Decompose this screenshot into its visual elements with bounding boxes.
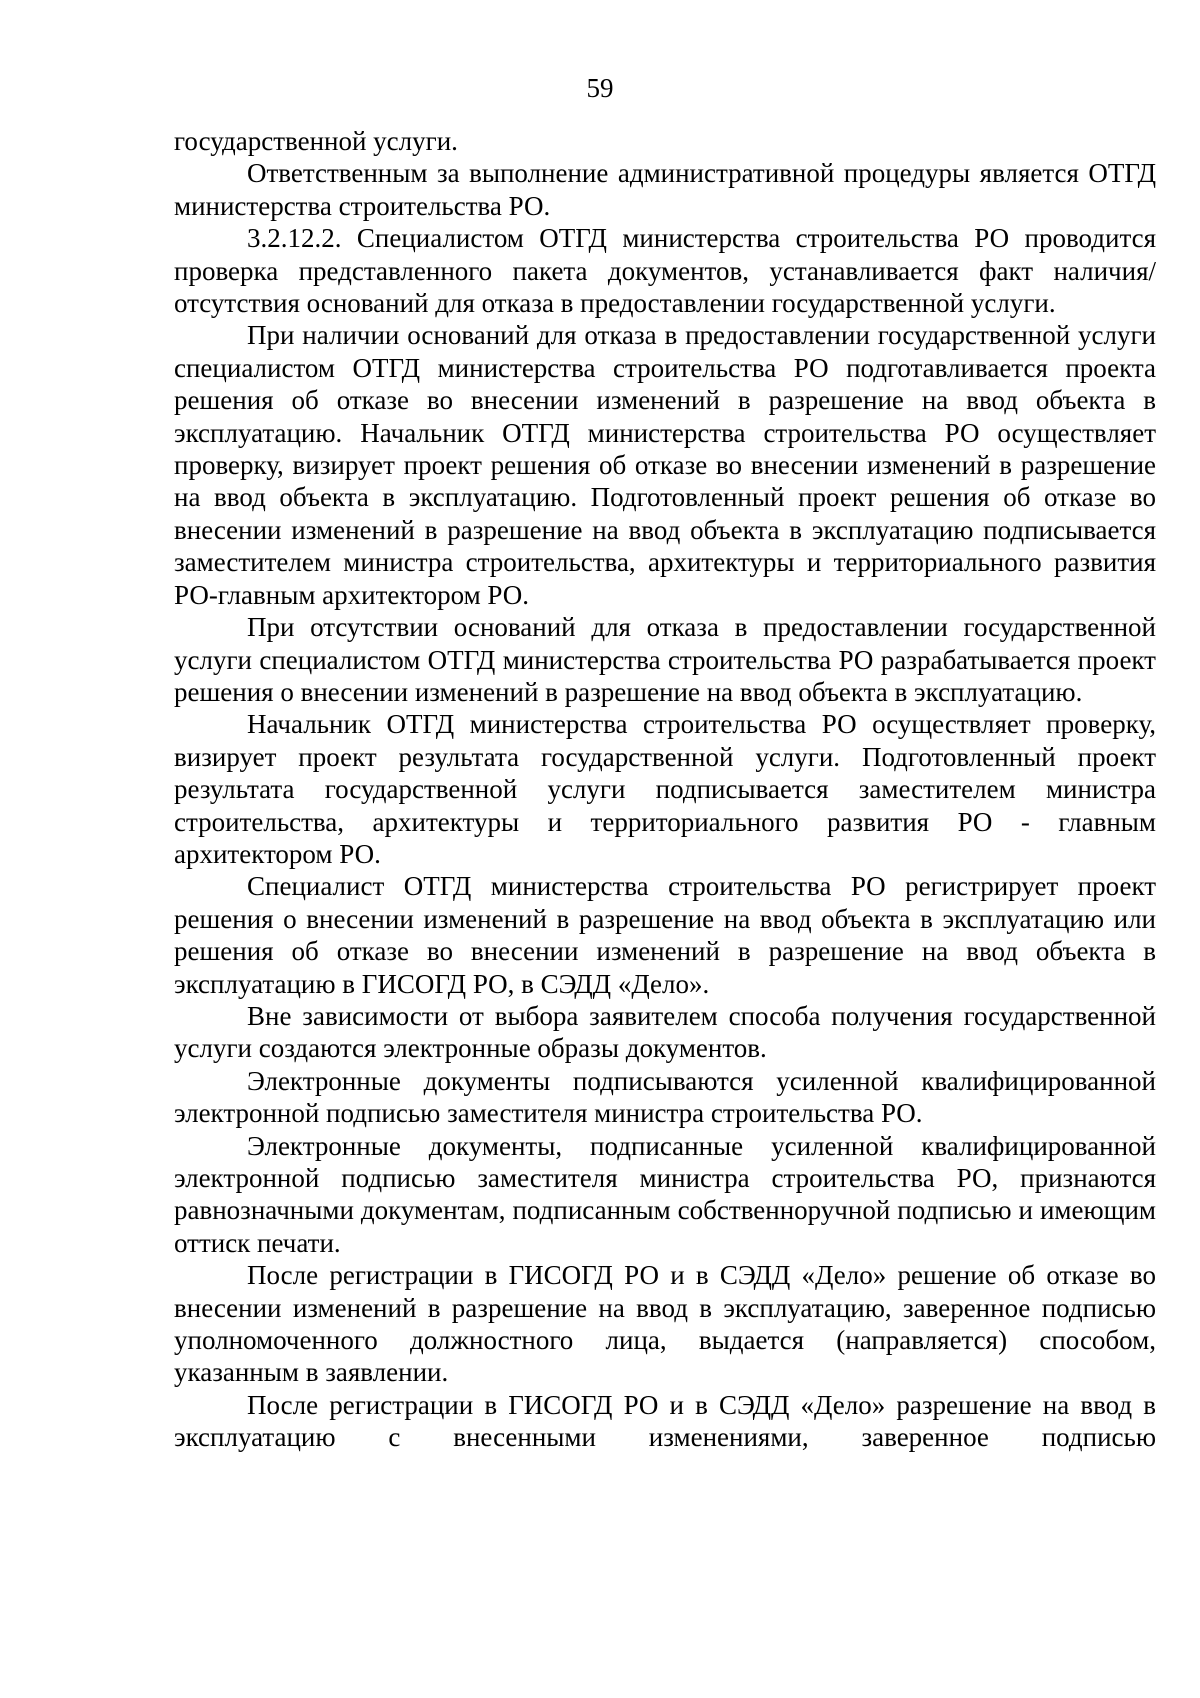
paragraph: При наличии оснований для отказа в предоставлении государственной услуги специалистом ОТГД министерства строительства РО подготавливается проекта решения об отказе во внесении изменений в разрешение на ввод объекта в эксплуатацию. Начальник ОТГД министерства строительства РО осуществляет проверку, визирует проект решения об отказе во внесении изменений в разрешение на ввод объекта в эксплуатацию. Подготовленный проект решения об отказе во внесении изменений в разрешение на ввод объекта в эксплуатацию подписывается заместителем министра строительства, архитектуры и территориального развития РО-главным архитектором РО. xyxy=(174,320,1156,610)
paragraph: После регистрации в ГИСОГД РО и в СЭДД «Дело» решение об отказе во внесении изменений в разрешение на ввод в эксплуатацию, заверенное подписью уполномоченного должностного лица, выдается (направляется) способом, указанным в заявлении. xyxy=(174,1260,1156,1388)
paragraph: 3.2.12.2. Специалистом ОТГД министерства строительства РО проводится проверка представленного пакета документов, устанавливается факт наличия/отсутствия оснований для отказа в предоставлении государственной услуги. xyxy=(174,223,1156,319)
page-number: 59 xyxy=(586,73,614,103)
paragraph: Специалист ОТГД министерства строительства РО регистрирует проект решения о внесении изменений в разрешение на ввод объекта в эксплуатацию или решения об отказе во внесении изменений в разрешение на ввод объекта в эксплуатацию в ГИСОГД РО, в СЭДД «Дело». xyxy=(174,871,1156,999)
paragraph: После регистрации в ГИСОГД РО и в СЭДД «Дело» разрешение на ввод в эксплуатацию с внесенными изменениями, заверенное подписью xyxy=(174,1389,1156,1453)
paragraph: Вне зависимости от выбора заявителем способа получения государственной услуги создаются электронные образы документов. xyxy=(174,1000,1156,1064)
paragraph: Начальник ОТГД министерства строительства РО осуществляет проверку, визирует проект результата государственной услуги. Подготовленный проект результата государственной услуги подписывается заместителем министра строительства, архитектуры и территориального развития РО - главным архитектором РО. xyxy=(174,709,1156,869)
document-body xyxy=(174,125,1156,1454)
paragraph: государственной услуги. xyxy=(174,126,458,156)
paragraph: Ответственным за выполнение административной процедуры является ОТГД министерства строительства РО. xyxy=(174,158,1156,221)
paragraph: Электронные документы, подписанные усиленной квалифицированной электронной подписью заместителя министра строительства РО, признаются равнозначными документам, подписанным собственноручной подписью и имеющим оттиск печати. xyxy=(174,1130,1156,1258)
paragraph: Электронные документы подписываются усиленной квалифицированной электронной подписью заместителя министра строительства РО. xyxy=(174,1065,1156,1129)
paragraph: При отсутствии оснований для отказа в предоставлении государственной услуги специалистом ОТГД министерства строительства РО разрабатывается проект решения о внесении изменений в разрешение на ввод объекта в эксплуатацию. xyxy=(174,612,1156,707)
